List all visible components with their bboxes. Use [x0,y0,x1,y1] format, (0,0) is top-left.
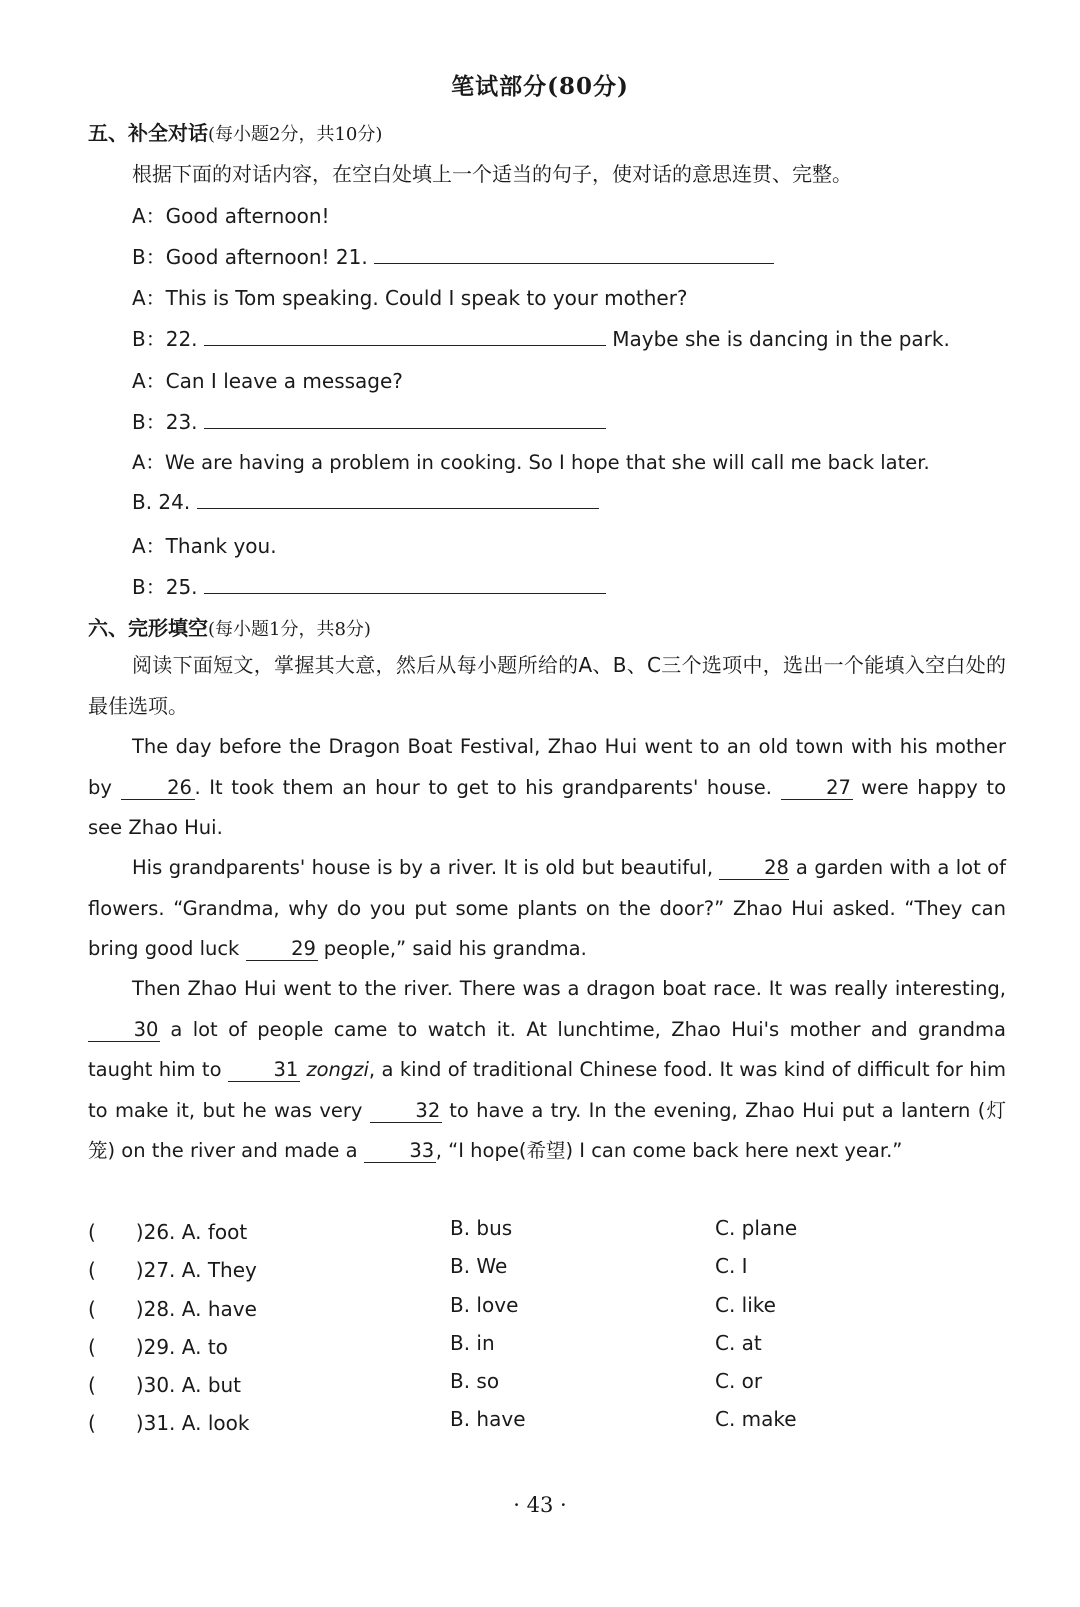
cloze-blank-28[interactable]: 28 [719,857,789,880]
option-row-28-a[interactable]: ( )28. A. have [88,1297,257,1321]
option-row-29-a[interactable]: ( )29. A. to [88,1335,228,1359]
dialogue-line-10-text: B：25. [132,575,198,599]
dialogue-line-4-after: Maybe she is dancing in the park. [612,327,950,351]
p1-text-2: . It took them an hour to get to his grandparents' house. [194,775,781,799]
option-row-27-c[interactable]: C. I [715,1254,748,1278]
p1-text-3: were happy to see Zhao Hui. [88,775,1006,839]
section-6-instruction: 阅读下面短文，掌握其大意，然后从每小题所给的A、B、C三个选项中，选出一个能填入空白处的最佳选项。 [88,653,1006,718]
section-5-heading [88,117,382,146]
option-row-29-c[interactable]: C. at [715,1331,762,1355]
dialogue-line-6-text: B：23. [132,410,198,434]
p2-text-2: a garden with a lot of flowers. “Grandma, why do you put some plants on the door?” Zhao Hui asked. “They can bring good luck [88,856,1006,960]
dialogue-line-7: A：We are having a problem in cooking. So I hope that she will call me back later. [132,451,930,474]
section-6-note: (每小题1分，共8分) [208,619,371,640]
section-5-note: (每小题2分，共10分) [208,124,383,145]
option-row-28-b[interactable]: B. love [450,1293,519,1317]
option-row-30-b[interactable]: B. so [450,1369,500,1393]
option-row-29-b[interactable]: B. in [450,1331,495,1355]
section-5-title: 五、补全对话 [88,121,208,145]
p3-text-3: , a kind of traditional Chinese food. It was kind of difficult for him to make it, but he was very [88,1058,1007,1122]
p3-text-4: to have a try. In the evening, Zhao Hui put a lantern (灯笼) on the river and made a [88,1098,1006,1162]
passage-paragraph-3 [88,969,1006,1172]
section-6-heading [88,612,371,641]
zongzi-word: zongzi [306,1058,369,1081]
option-row-31-b[interactable]: B. have [450,1407,526,1431]
cloze-blank-29[interactable]: 29 [246,938,318,961]
cloze-blank-32[interactable]: 32 [370,1100,442,1123]
cloze-blank-33[interactable]: 33 [364,1140,436,1163]
option-row-26-c[interactable]: C. plane [715,1216,798,1240]
dialogue-line-8-text: B. 24. [132,490,191,514]
p2-text-3: people,” said his grandma. [317,937,587,960]
dialogue-line-2 [132,241,774,270]
page-title: 笔试部分(80分) [451,73,629,100]
dialogue-line-9: A：Thank you. [132,534,277,558]
cloze-blank-26[interactable]: 26 [121,777,195,800]
dialogue-line-1: A：Good afternoon! [132,204,330,228]
p1-text-1: The day before the Dragon Boat Festival, Zhao Hui went to an old town with his mother by [88,735,1006,799]
option-row-26-b[interactable]: B. bus [450,1216,513,1240]
dialogue-line-2-text: B：Good afternoon! 21. [132,245,368,269]
dialogue-line-8 [132,488,599,514]
dialogue-line-4-text: B：22. [132,327,198,351]
answer-blank-24[interactable] [197,488,599,509]
option-row-28-c[interactable]: C. like [715,1293,776,1317]
dialogue-line-10 [132,571,606,600]
p3-text-1: Then Zhao Hui went to the river. There was a dragon boat race. It was really interesting, [132,977,1006,1000]
answer-blank-22[interactable] [204,325,606,346]
cloze-blank-30[interactable]: 30 [88,1019,160,1042]
section-6-title: 六、完形填空 [88,616,208,640]
passage-paragraph-2 [88,848,1006,970]
section-5-instruction: 根据下面的对话内容，在空白处填上一个适当的句子，使对话的意思连贯、完整。 [132,162,852,186]
page-number: · 43 · [513,1493,567,1517]
dialogue-line-5: A：Can I leave a message? [132,369,403,393]
answer-blank-25[interactable] [204,573,606,594]
dialogue-line-3: A：This is Tom speaking. Could I speak to your mother? [132,286,688,310]
p2-text-1: His grandparents' house is by a river. It is old but beautiful, [132,856,720,879]
option-row-27-b[interactable]: B. We [450,1254,508,1278]
option-row-27-a[interactable]: ( )27. A. They [88,1258,257,1282]
option-row-30-a[interactable]: ( )30. A. but [88,1373,242,1397]
dialogue-line-4 [132,323,950,352]
p3-text-2: a lot of people came to watch it. At lunchtime, Zhao Hui's mother and grandma taught him to [88,1017,1006,1081]
option-row-31-c[interactable]: C. make [715,1407,797,1431]
answer-blank-23[interactable] [204,408,606,429]
option-row-26-a[interactable]: ( )26. A. foot [88,1220,248,1244]
cloze-blank-31[interactable]: 31 [228,1059,300,1082]
dialogue-line-6 [132,406,606,435]
cloze-blank-27[interactable]: 27 [781,777,853,800]
passage-paragraph-1 [88,727,1006,849]
option-row-30-c[interactable]: C. or [715,1369,763,1393]
option-row-31-a[interactable]: ( )31. A. look [88,1411,250,1435]
p3-text-5: , “I hope(希望) I can come back here next year.” [435,1139,903,1162]
answer-blank-21[interactable] [374,243,774,264]
